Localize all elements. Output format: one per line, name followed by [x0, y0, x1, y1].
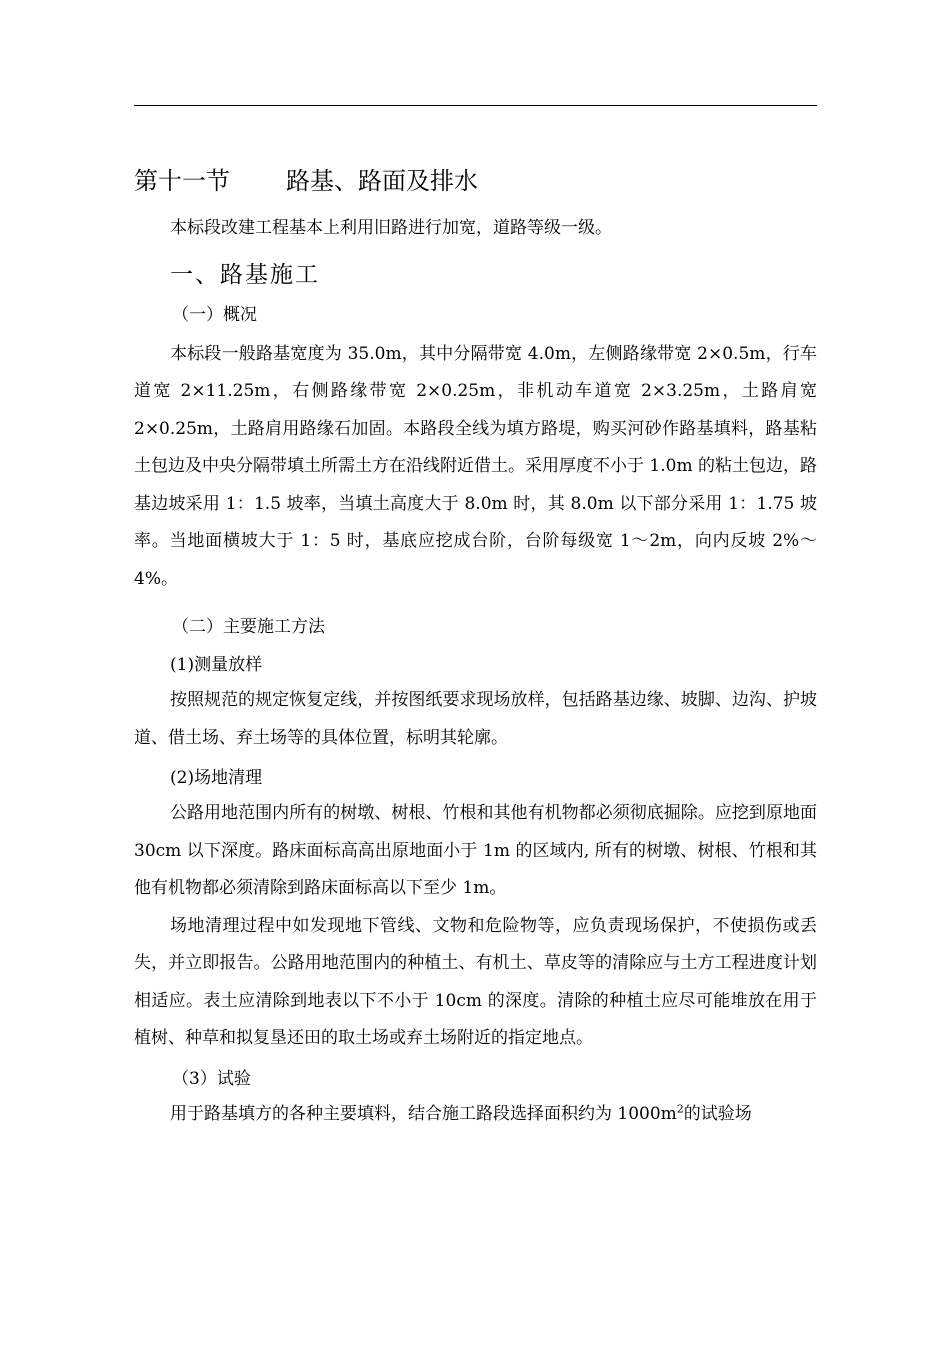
- header-rule: [134, 105, 817, 106]
- test-superscript: 2: [676, 1101, 684, 1115]
- test-text-after: 的试验场: [683, 1103, 752, 1124]
- survey-paragraph: 按照规范的规定恢复定线，并按图纸要求现场放样，包括路基边缘、坡脚、边沟、护坡道、借土场、弃土场等的具体位置，标明其轮廓。: [134, 690, 817, 748]
- heading-test: （3）试验: [172, 1068, 251, 1089]
- clearing-paragraph-1: 公路用地范围内所有的树墩、树根、竹根和其他有机物都必须彻底掘除。应挖到原地面 30cm 以下深度。路床面标高高出原地面小于 1m 的区域内, 所有的树墩、树根、竹根和其他有机物都必须清除到路床面标高以下至少 1m。: [134, 803, 817, 898]
- heading-clearing: (2)场地清理: [170, 768, 263, 788]
- test-text-before: 用于路基填方的各种主要填料，结合施工路段选择面积约为 1000m: [170, 1103, 677, 1124]
- heading-subgrade: 一、路基施工: [170, 261, 320, 288]
- section-title: [134, 164, 817, 198]
- document-page: [134, 150, 817, 1133]
- heading-overview: （一）概况: [172, 304, 257, 325]
- section-number: 第十一节: [134, 167, 230, 195]
- clearing-paragraph-2: 场地清理过程中如发现地下管线、文物和危险物等，应负责现场保护，不使损伤或丢失，并立即报告。公路用地范围内的种植土、有机土、草皮等的清除应与土方工程进度计划相适应。表土应清除到地表以下不小于 10cm 的深度。清除的种植土应尽可能堆放在用于植树、种草和拟复垦还田的取土场或弃土场附近的指定地点。: [134, 915, 817, 1048]
- heading-survey: (1)测量放样: [170, 655, 263, 675]
- overview-paragraph: 本标段一般路基宽度为 35.0m，其中分隔带宽 4.0m，左侧路缘带宽 2×0.5m，行车道宽 2×11.25m，右侧路缘带宽 2×0.25m，非机动车道宽 2×3.25m，土路肩宽 2×0.25m，土路肩用路缘石加固。本路段全线为填方路堤，购买河砂作路基填料，路基粘土包边及中央分隔带填土所需土方在沿线附近借土。采用厚度不小于 1.0m 的粘土包边，路基边坡采用 1：1.5 坡率，当填土高度大于 8.0m 时，其 8.0m 以下部分采用 1：1.75 坡率。当地面横坡大于 1：5 时，基底应挖成台阶，台阶每级宽 1～2m，向内反坡 2%～4%。: [134, 343, 817, 589]
- intro-paragraph: 本标段改建工程基本上利用旧路进行加宽，道路等级一级。: [170, 218, 612, 238]
- heading-methods: （二）主要施工方法: [172, 617, 325, 637]
- section-name: 路基、路面及排水: [286, 167, 478, 195]
- test-paragraph: [134, 1096, 817, 1134]
